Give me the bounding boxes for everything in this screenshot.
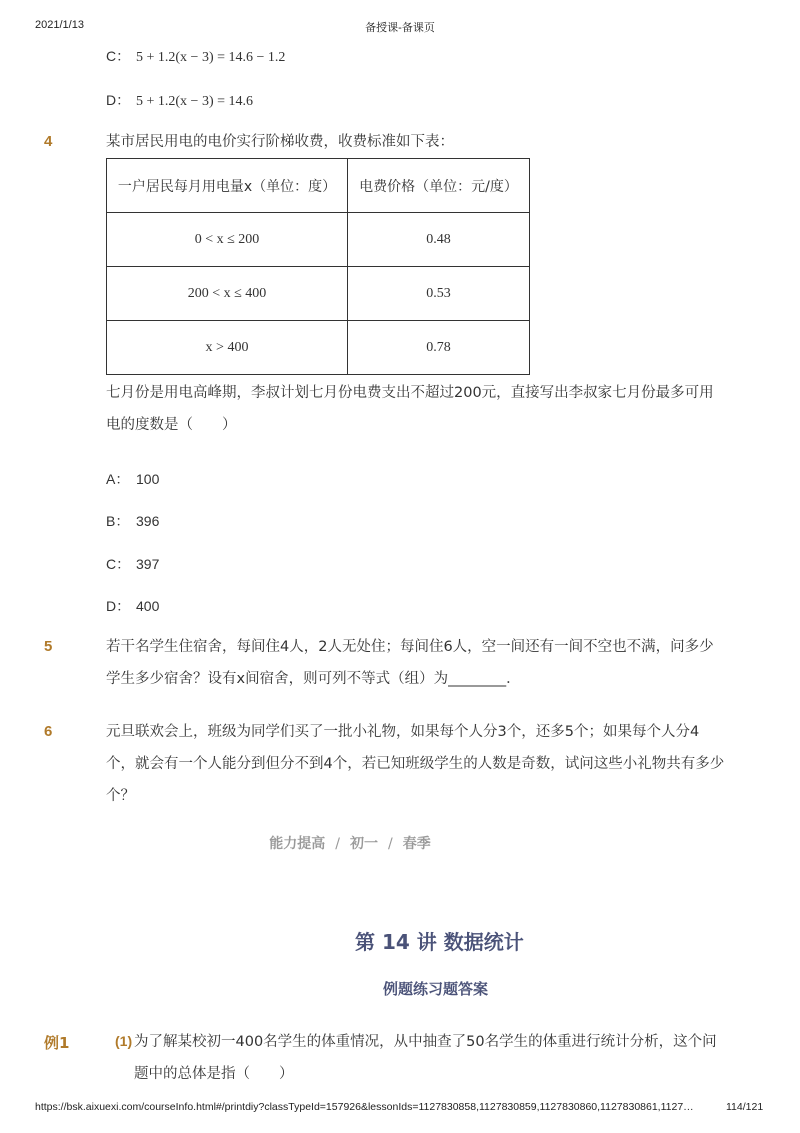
section-divider (0, 833, 700, 853)
table-cell-price: 0.53 (348, 267, 530, 321)
print-url: https://bsk.aixuexi.com/courseInfo.html#/printdiy?classTypeId=157926&lessonIds=1127830858,1127830859,1127830860,1127830861,1127… (35, 1101, 694, 1113)
page-number: 114/121 (726, 1101, 764, 1113)
question-6-text: 元旦联欢会上，班级为同学们买了一批小礼物，如果每个人分3个，还多5个；如果每个人分4个，就会有一个人能分到但分不到4个，若已知班级学生的人数是奇数，试问这些小礼物共有多少个？ (106, 724, 725, 804)
option-value: 397 (136, 556, 160, 572)
divider-separator: / (388, 836, 393, 852)
divider-level: 能力提高 (269, 836, 326, 852)
option-d (106, 90, 253, 110)
table-header-price: 电费价格（单位：元/度） (348, 159, 530, 213)
table-cell-range: 0 < x ≤ 200 (107, 213, 348, 267)
table-cell-price: 0.48 (348, 213, 530, 267)
question-number-4: 4 (44, 133, 53, 150)
option-label: C： (106, 48, 131, 64)
divider-term: 春季 (402, 836, 431, 852)
option-label: D： (106, 92, 131, 108)
lecture-subtitle: 例题练习题答案 (383, 980, 489, 998)
example-1-text: 为了解某校初一400名学生的体重情况，从中抽查了50名学生的体重进行统计分析，这个问题中的总体是指（ ） (134, 1034, 717, 1082)
option-expression: 5 + 1.2(x − 3) = 14.6 − 1.2 (136, 50, 286, 65)
table-row (107, 321, 530, 375)
option-label: C： (106, 556, 131, 572)
table-cell-price: 0.78 (348, 321, 530, 375)
option-a (106, 469, 159, 489)
option-label: D： (106, 598, 131, 614)
question-5-text: 若干名学生住宿舍，每间住4人，2人无处住；每间住6人，空一间还有一间不空也不满，问多少学生多少宿舍？设有x间宿舍，则可列不等式（组）为________． (106, 639, 714, 687)
option-b (106, 511, 159, 531)
table-row (107, 267, 530, 321)
option-value: 100 (136, 471, 160, 487)
question-4-text: 七月份是用电高峰期，李叔计划七月份电费支出不超过200元，直接写出李叔家七月份最多可用电的度数是（ ） (106, 385, 714, 433)
option-c (106, 554, 159, 574)
option-d (106, 596, 159, 616)
option-label: A： (106, 471, 130, 487)
lecture-title: 第 14 讲 数据统计 (355, 930, 524, 954)
print-date: 2021/1/13 (35, 19, 84, 31)
option-label: B： (106, 513, 130, 529)
table-cell-range: x > 400 (107, 321, 348, 375)
option-expression: 5 + 1.2(x − 3) = 14.6 (136, 94, 254, 109)
option-value: 396 (136, 513, 160, 529)
table-header-row (107, 159, 530, 213)
example-label: 例1 (44, 1034, 70, 1052)
table-header-usage: 一户居民每月用电量x（单位：度） (107, 159, 348, 213)
price-table (106, 158, 530, 375)
question-number-5: 5 (44, 638, 53, 655)
divider-grade: 初一 (350, 836, 378, 852)
example-subpart: (1) (115, 1033, 133, 1049)
question-4-stem: 某市居民用电的电价实行阶梯收费，收费标准如下表： (106, 134, 454, 150)
table-cell-range: 200 < x ≤ 400 (107, 267, 348, 321)
divider-separator: / (335, 836, 340, 852)
option-c (106, 46, 285, 66)
question-number-6: 6 (44, 723, 53, 740)
page-title: 备授课-备课页 (365, 22, 435, 34)
table-row (107, 213, 530, 267)
option-value: 400 (136, 598, 160, 614)
